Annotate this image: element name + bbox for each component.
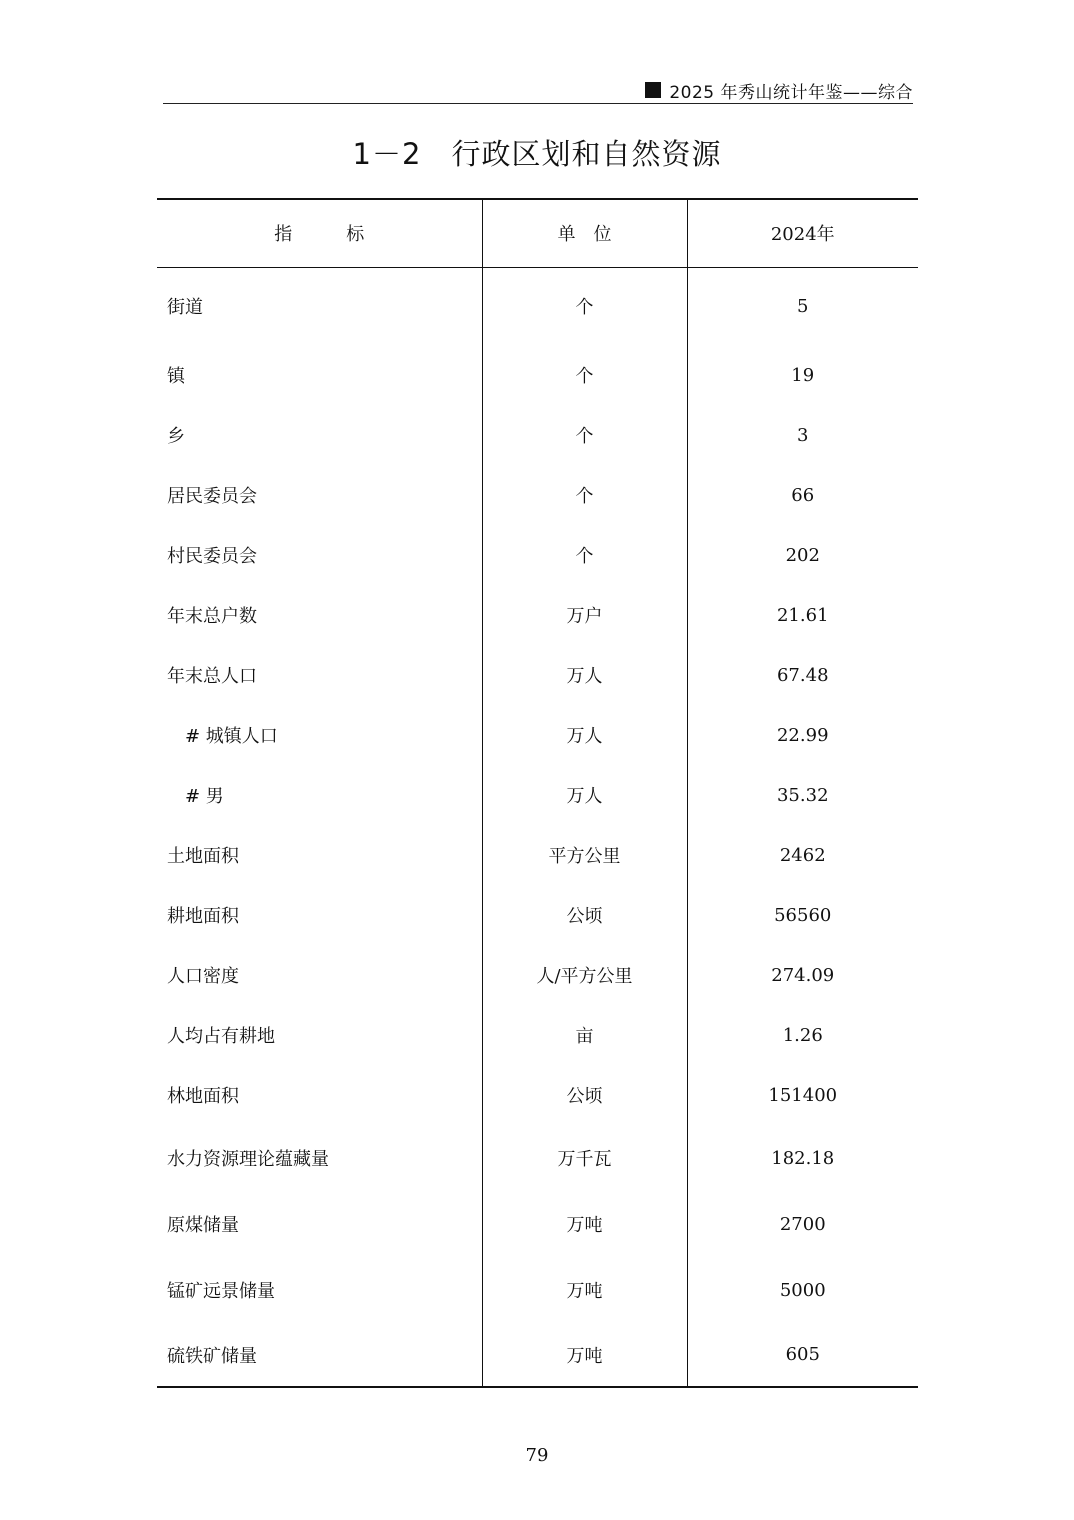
row-unit: 个 <box>482 405 687 465</box>
row-indicator: 林地面积 <box>167 1086 239 1107</box>
table-row <box>157 465 918 525</box>
row-value: 56560 <box>687 885 918 945</box>
row-value: 2700 <box>687 1191 918 1257</box>
page-number: 79 <box>525 1445 549 1466</box>
row-unit: 人/平方公里 <box>482 945 687 1005</box>
row-indicator: 村民委员会 <box>167 546 257 567</box>
row-indicator: 硫铁矿储量 <box>157 1323 482 1387</box>
row-unit: 万人 <box>482 705 687 765</box>
table-title-text: 行政区划和自然资源 <box>451 137 722 171</box>
row-value: 35.32 <box>687 765 918 825</box>
row-value: 202 <box>687 525 918 585</box>
column-header-indicator: 指 标 <box>157 199 482 267</box>
table-row <box>157 405 918 465</box>
table-title <box>0 132 1074 173</box>
row-indicator: 原煤储量 <box>167 1215 239 1236</box>
table-row <box>157 885 918 945</box>
row-indicator: 锰矿远景储量 <box>167 1281 275 1302</box>
row-indicator: 居民委员会 <box>167 486 257 507</box>
row-indicator: 人口密度 <box>167 966 239 987</box>
row-value: 2462 <box>687 825 918 885</box>
table-row <box>157 267 918 345</box>
column-header-unit: 单 位 <box>482 199 687 267</box>
table-row <box>157 1005 918 1065</box>
row-value: 5000 <box>687 1257 918 1323</box>
row-indicator: 街道 <box>167 297 203 319</box>
row-unit: 亩 <box>482 1005 687 1065</box>
row-value: 1.26 <box>687 1005 918 1065</box>
row-value: 3 <box>687 405 918 465</box>
row-unit: 万吨 <box>482 1257 687 1323</box>
row-unit: 万人 <box>482 765 687 825</box>
row-indicator: # 男 <box>185 786 224 807</box>
table-row <box>157 345 918 405</box>
row-unit: 万吨 <box>482 1323 687 1387</box>
table-row <box>157 705 918 765</box>
row-value: 5 <box>687 267 918 345</box>
row-unit: 万人 <box>482 645 687 705</box>
table-row <box>157 585 918 645</box>
row-unit: 个 <box>482 267 687 345</box>
row-unit: 公顷 <box>482 1065 687 1125</box>
row-indicator: 乡 <box>167 426 185 447</box>
table-row <box>157 945 918 1005</box>
row-unit: 万户 <box>482 585 687 645</box>
row-indicator: 镇 <box>167 366 185 387</box>
row-value: 22.99 <box>687 705 918 765</box>
row-value: 605 <box>687 1323 918 1387</box>
row-unit: 平方公里 <box>482 825 687 885</box>
table-row <box>157 1125 918 1191</box>
running-header <box>163 77 913 104</box>
row-value: 21.61 <box>687 585 918 645</box>
row-indicator: 年末总户数 <box>167 606 257 627</box>
table-header-row <box>157 199 918 267</box>
row-value: 182.18 <box>687 1125 918 1191</box>
statistics-table <box>157 198 918 1388</box>
row-unit: 万吨 <box>482 1191 687 1257</box>
row-value: 151400 <box>687 1065 918 1125</box>
black-square-icon <box>645 82 661 98</box>
table-row <box>157 1323 918 1387</box>
row-indicator: 年末总人口 <box>167 666 257 687</box>
table-row <box>157 1257 918 1323</box>
row-unit: 个 <box>482 525 687 585</box>
row-unit: 个 <box>482 345 687 405</box>
table-row <box>157 645 918 705</box>
row-value: 19 <box>687 345 918 405</box>
table-row <box>157 1191 918 1257</box>
table-number: 1－2 <box>352 137 422 171</box>
row-value: 274.09 <box>687 945 918 1005</box>
row-value: 67.48 <box>687 645 918 705</box>
table-row <box>157 1065 918 1125</box>
row-unit: 公顷 <box>482 885 687 945</box>
table-row <box>157 825 918 885</box>
row-indicator: 水力资源理论蕴藏量 <box>167 1149 329 1170</box>
row-indicator: 土地面积 <box>167 846 239 867</box>
running-title: 2025 年秀山统计年鉴——综合 <box>669 82 913 103</box>
table-row <box>157 765 918 825</box>
row-indicator: 人均占有耕地 <box>167 1026 275 1047</box>
row-indicator: # 城镇人口 <box>185 726 278 747</box>
column-header-year: 2024年 <box>687 199 918 267</box>
row-value: 66 <box>687 465 918 525</box>
row-unit: 个 <box>482 465 687 525</box>
table-row <box>157 525 918 585</box>
row-unit: 万千瓦 <box>482 1125 687 1191</box>
row-indicator: 耕地面积 <box>167 906 239 927</box>
